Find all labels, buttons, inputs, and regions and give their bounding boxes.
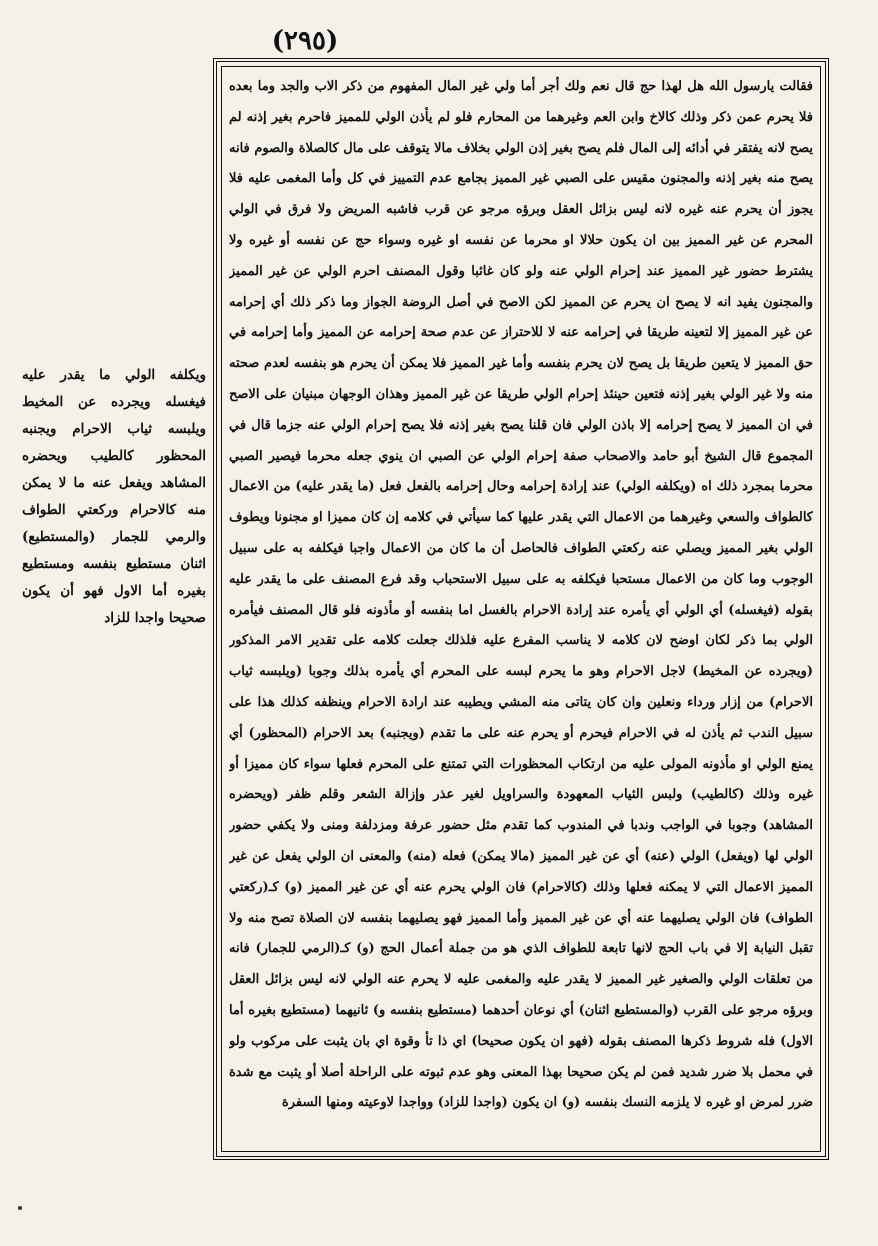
margin-matn-paragraph: ويكلفه الولي ما يقدر عليه فيغسله ويجرده عن المخيط ويلبسه ثياب الاحرام ويجنبه المحظور كالطيب ويحضره المشاهد ويفعل عنه ما لا يمكن منه كالاحرام وركعتي الطواف والرمي للجمار (والمستطيع) اثنان مستطيع بنفسه ومستطيع بغيره أما الاول فهو أن يكون صحيحا واجدا للزاد bbox=[22, 367, 206, 626]
main-commentary-paragraph: فقالت يارسول الله هل لهذا حج قال نعم ولك أجر أما ولي غير المال المفهوم من ذكر الاب والجد وما بعده فلا يحرم عمن ذكر وذلك كالاخ وابن العم وغيرهما من المحارم فلو لم يأذن الولي للمميز فاحرم بغير إذنه لم يصح لانه يفتقر في أدائه إلى المال فلم يصح بغير إذن الولي بخلاف مالا يتوقف على مال كالصلاة والصوم فانه يصح منه بغير إذنه والمجنون مقيس على الصبي غير المميز بجامع عدم التمييز في كل وأما المغمى عليه فلا يجوز أن يحرم عنه غيره لانه ليس بزائل العقل وبرؤه مرجو عن قرب فاشبه المريض ولا فرق في الولي المحرم عن غير المميز بين ان يكون حلالا او محرما عن نفسه او غيره وسواء حج عن نفسه أو غيره ولا يشترط حضور غير المميز عند إحرام الولي عنه ولو كان غائبا وقول المصنف احرم الولي عن غير المميز والمجنون يفيد انه لا يصح ان يحرم عن المميز لكن الاصح في أصل الروضة الجواز وما ذكر ذلك أي إحرامه عن غير المميز إلا لتعينه طريقا في إحرامه عنه لا للاحتراز عن عدم صحة إحرامه عن المميز وأما إحرامه في حق المميز لا يتعين طريقا بل يصح لان يحرم بنفسه وأما غير المميز فلا يمكن أن يحرم هو بنفسه لعدم صحته منه ولا غير الولي بغير إذنه فتعين حينئذ إحرام الولي طريقا عن غير المميز وهذان الوجهان مبنيان على الاصح في ان المميز لا يصح إحرامه إلا باذن الولي فان قلنا يصح بغير إذنه فلا يصح إحرام الولي عنه جزما قال في المجموع قال الشيخ أبو حامد والاصحاب صفة إحرام الولي عن الصبي ان ينوي جعله محرما فيصير الصبي محرما بمجرد ذلك اه (ويكلفه الولي) عند إرادة إحرامه وحال إحرامه بالفعل فعل (ما يقدر عليه) من الاعمال كالطواف والسعي وغيرهما من الاعمال التي يقدر عليها كما سيأتي في كلامه إن كان مميزا او مجنونا ويطوف الولي بغير المميز ويصلي عنه ركعتي الطواف فالحاصل أن ما كان من الاعمال واجبا فيكلفه به على سبيل الوجوب وما كان من الاعمال مستحبا فيكلفه به على سبيل الاستحباب وقد فرع المصنف على ما يقدر عليه بقوله (فيغسله) أي الولي أي يأمره عند إرادة الاحرام بالغسل اما بنفسه أو مأذونه فلو قال المصنف فيأمره الولي بما ذكر لكان اوضح لان كلامه لا يناسب المفرع عليه فلذلك جعلت كلامه على تقدير الامر المذكور (ويجرده عن المخيط) لاجل الاحرام وهو ما يحرم لبسه على المحرم أي يأمره بذلك وجوبا (ويلبسه ثياب الاحرام) من إزار ورداء ونعلين وان كان يتاتى منه المشي ويطيبه عند ارادة الاحرام وينظفه كذلك هذا على سبيل الندب ثم يأذن له في الاحرام فيحرم أو يحرم عنه على ما تقدم (ويجنبه) بعد الاحرام (المحظور) أي يمنع الولي او مأذونه المولى عليه من ارتكاب المحظورات التي تمتنع على المحرم فعلها سواء كان مميزا أو غيره وذلك (كالطيب) ولبس الثياب المعهودة والسراويل لغير عذر وإزالة الشعر وقلم ظفر (ويحضره المشاهد) وجوبا في الواجب وندبا في المندوب كما تقدم مثل حضور عرفة ومزدلفة ومنى ولا يكفي حضور الولي لها (ويفعل) الولي (عنه) أي عن غير المميز (مالا يمكن) فعله (منه) والمعنى ان الولي يفعل عن غير المميز الاعمال التي لا يمكنه فعلها وذلك (كالاحرام) فان الولي يحرم عنه أي عن غير المميز (و) كـ(ركعتي الطواف) فان الولي يصليهما عنه أي عن غير المميز وأما المميز فهو يصليهما بنفسه لان الصلاة تصح منه ولا تقبل النيابة إلا في باب الحج لانها تابعة للطواف الذي هو من جملة أعمال الحج (و) كـ(الرمي للجمار) فانه من تعلقات الولي والصغير غير المميز لا يقدر عليه والمغمى عليه لا يحرم عنه الولي لانه ليس بزائل العقل وبرؤه مرجو على القرب (والمستطيع اثنان) أي نوعان أحدهما (مستطيع بنفسه و) ثانيهما (مستطيع بغيره أما الاول) فله شروط ذكرها المصنف بقوله (فهو ان يكون صحيحا) اي ذا تأ وقوة اي بان يثبت على مركوب ولو في محمل بلا ضرر شديد فمن لم يكن صحيحا بهذا المعنى وهو عدم ثبوته على الراحلة أصلا أو يثبت مع شدة ضرر لمرض او غيره لا يلزمه النسك بنفسه (و) ان يكون (واجدا للزاد) وواجدا لاوعيته ومنها السفرة bbox=[229, 79, 813, 1111]
page-number: (٢٩٥) bbox=[271, 26, 339, 56]
text-frame bbox=[213, 58, 829, 1160]
page-speck bbox=[18, 1206, 22, 1210]
main-commentary-text bbox=[229, 72, 813, 1146]
margin-matn-text bbox=[22, 362, 206, 632]
